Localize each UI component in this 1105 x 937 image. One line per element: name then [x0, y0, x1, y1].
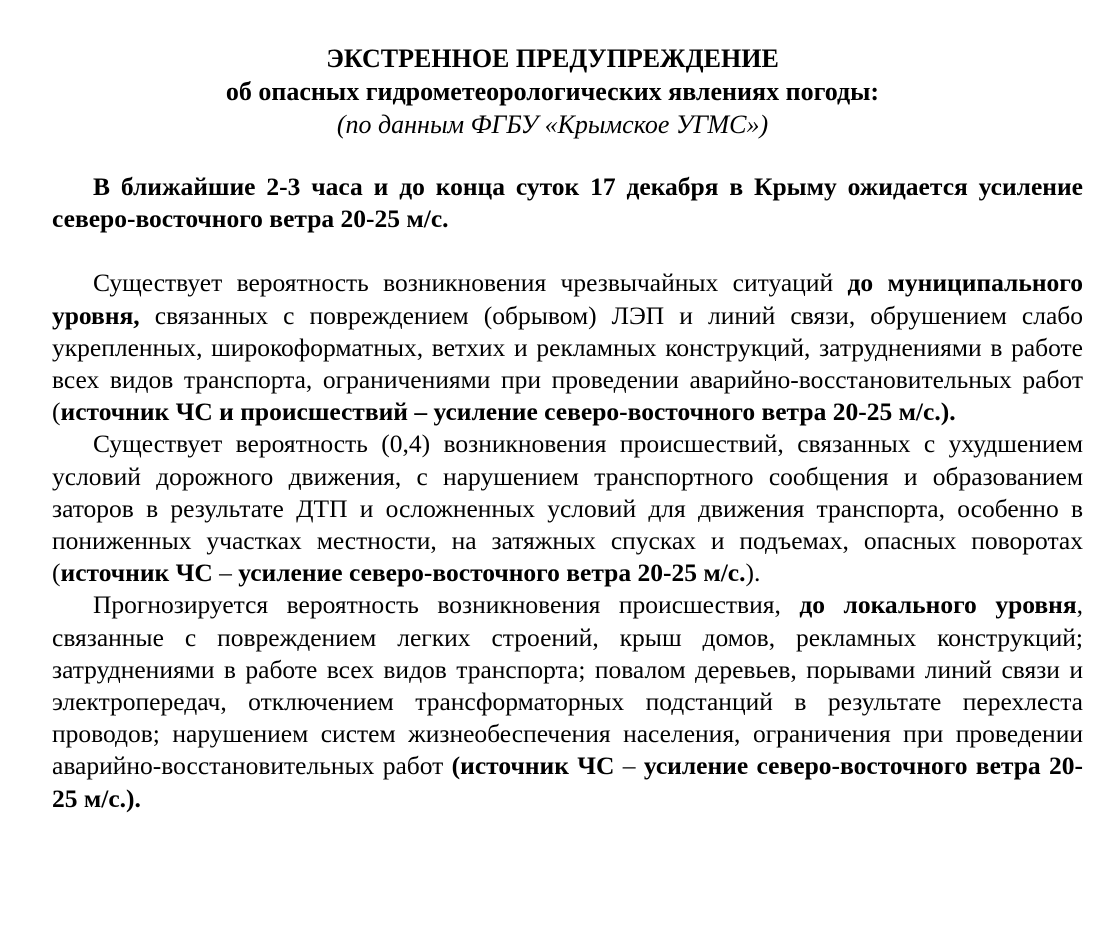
bold-run: усиление северо-восточного ветра 20-25 м/с.). — [52, 751, 1084, 813]
paragraph-road-risk — [52, 428, 1083, 589]
text-run: Существует вероятность возникновения чрезвычайных ситуаций — [93, 268, 848, 298]
bold-run: до локального уровня — [799, 590, 1077, 620]
document-source: (по данным ФГБУ «Крымское УГМС») — [336, 110, 769, 139]
bold-run: до муниципального уровня, — [52, 268, 1083, 330]
paragraph-forecast — [52, 589, 1083, 814]
bold-run: усиление северо-восточного ветра 20-25 м/с. — [238, 558, 746, 588]
bold-run: источник ЧС — [60, 558, 213, 588]
document-body — [52, 171, 1083, 815]
document-title: ЭКСТРЕННОЕ ПРЕДУПРЕЖДЕНИЕ — [326, 44, 779, 73]
document-header — [0, 42, 1105, 141]
text-run: Прогнозируется вероятность возникновения происшествия, — [93, 590, 800, 620]
text-run: Существует вероятность (0,4) возникновения происшествий, связанных с ухудшением условий дорожного движения, с нарушением транспортного сообщения и образованием заторов в результате ДТП и осложненных условий для движения транспорта, особенно в пониженных участках местности, на затяжных спусках и подъемах, опасных поворотах ( — [52, 429, 1083, 588]
text-run: , связанные с повреждением легких строений, крыш домов, рекламных конструкций; затруднениями в работе всех видов транспорта; повалом деревьев, порывами линий связи и электропередач, отключением трансформаторных подстанций в результате перехлеста проводов; нарушением систем жизнеобеспечения населения, ограничения при проведении аварийно-восстановительных работ — [52, 590, 1083, 781]
text-run: – — [212, 558, 239, 588]
bold-run: (источник ЧС — [451, 751, 615, 781]
lead-paragraph: В ближайшие 2-3 часа и до конца суток 17 декабря в Крыму ожидается усиление северо-восточного ветра 20-25 м/с. — [52, 172, 1083, 234]
text-run: связанных с повреждением (обрывом) ЛЭП и линий связи, обрушением слабо укрепленных, широкоформатных, ветхих и рекламных конструкций, затруднениями в работе всех видов транспорта, ограничениями при проведении аварийно-восстановительных работ ( — [52, 300, 1083, 427]
text-run: ). — [745, 558, 761, 588]
paragraph-emergency-risk — [52, 267, 1083, 428]
document-subtitle: об опасных гидрометеорологических явлениях погоды: — [225, 77, 880, 106]
spacer — [52, 235, 1083, 267]
bold-run: источник ЧС и происшествий – усиление северо-восточного ветра 20-25 м/с.). — [60, 397, 956, 427]
text-run: – — [614, 751, 644, 781]
